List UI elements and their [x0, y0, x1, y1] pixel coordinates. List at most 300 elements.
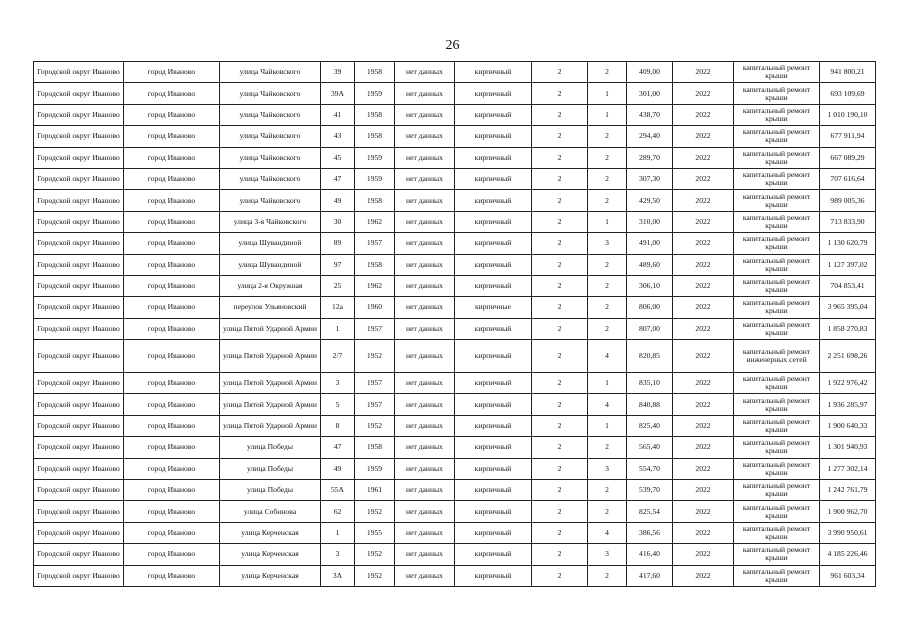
area-cell: 820,85 [627, 340, 673, 373]
demolition-year-cell: нет данных [395, 211, 455, 232]
table-row [34, 458, 876, 479]
construction-year-cell: 1959 [355, 147, 395, 168]
work-type-cell: капитальный ремонт крыши [734, 83, 820, 104]
repair-year-cell: 2022 [673, 275, 734, 296]
work-type-cell: капитальный ремонт крыши [734, 437, 820, 458]
street-cell: улица Пятой Ударной Армии [220, 340, 321, 373]
demolition-year-cell: нет данных [395, 297, 455, 318]
demolition-year-cell: нет данных [395, 62, 455, 83]
street-cell: улица 3-я Чайковского [220, 211, 321, 232]
area-cell: 307,30 [627, 168, 673, 189]
construction-year-cell: 1962 [355, 211, 395, 232]
okrug-cell: Городской округ Иваново [34, 480, 124, 501]
repair-year-cell: 2022 [673, 190, 734, 211]
wall-material-cell: кирпичный [455, 233, 532, 254]
okrug-cell: Городской округ Иваново [34, 126, 124, 147]
area-cell: 301,00 [627, 83, 673, 104]
house-number-cell: 62 [321, 501, 355, 522]
repair-year-cell: 2022 [673, 211, 734, 232]
floors-cell: 2 [532, 62, 588, 83]
street-cell: улица Победы [220, 480, 321, 501]
table-body [34, 62, 876, 587]
area-cell: 539,70 [627, 480, 673, 501]
floors-cell: 2 [532, 480, 588, 501]
table-row [34, 126, 876, 147]
cost-cell: 989 005,36 [820, 190, 876, 211]
entrances-cell: 2 [588, 254, 627, 275]
area-cell: 386,56 [627, 522, 673, 543]
entrances-cell: 3 [588, 544, 627, 565]
wall-material-cell: кирпичный [455, 437, 532, 458]
entrances-cell: 2 [588, 190, 627, 211]
city-cell: город Иваново [124, 501, 220, 522]
cost-cell: 704 853,41 [820, 275, 876, 296]
wall-material-cell: кирпичный [455, 190, 532, 211]
entrances-cell: 1 [588, 373, 627, 394]
cost-cell: 1 900 640,33 [820, 415, 876, 436]
street-cell: улица Победы [220, 458, 321, 479]
repair-year-cell: 2022 [673, 480, 734, 501]
work-type-cell: капитальный ремонт крыши [734, 126, 820, 147]
area-cell: 835,10 [627, 373, 673, 394]
construction-year-cell: 1952 [355, 544, 395, 565]
street-cell: улица Чайковского [220, 62, 321, 83]
wall-material-cell: кирпичный [455, 104, 532, 125]
okrug-cell: Городской округ Иваново [34, 373, 124, 394]
work-type-cell: капитальный ремонт крыши [734, 373, 820, 394]
repair-year-cell: 2022 [673, 126, 734, 147]
street-cell: улица Чайковского [220, 126, 321, 147]
cost-cell: 1 277 302,14 [820, 458, 876, 479]
okrug-cell: Городской округ Иваново [34, 211, 124, 232]
wall-material-cell: кирпичный [455, 394, 532, 415]
city-cell: город Иваново [124, 458, 220, 479]
construction-year-cell: 1959 [355, 458, 395, 479]
floors-cell: 2 [532, 254, 588, 275]
work-type-cell: капитальный ремонт крыши [734, 211, 820, 232]
repair-year-cell: 2022 [673, 62, 734, 83]
table-row [34, 233, 876, 254]
okrug-cell: Городской округ Иваново [34, 147, 124, 168]
table-row [34, 437, 876, 458]
house-number-cell: 41 [321, 104, 355, 125]
repair-year-cell: 2022 [673, 373, 734, 394]
okrug-cell: Городской округ Иваново [34, 437, 124, 458]
work-type-cell: капитальный ремонт крыши [734, 190, 820, 211]
street-cell: улица Чайковского [220, 190, 321, 211]
okrug-cell: Городской округ Иваново [34, 104, 124, 125]
repair-year-cell: 2022 [673, 104, 734, 125]
repair-year-cell: 2022 [673, 458, 734, 479]
street-cell: улица Шувандиной [220, 233, 321, 254]
floors-cell: 2 [532, 83, 588, 104]
okrug-cell: Городской округ Иваново [34, 565, 124, 586]
cost-cell: 1 242 761,79 [820, 480, 876, 501]
area-cell: 294,40 [627, 126, 673, 147]
work-type-cell: капитальный ремонт крыши [734, 233, 820, 254]
house-number-cell: 89 [321, 233, 355, 254]
floors-cell: 2 [532, 318, 588, 339]
repair-year-cell: 2022 [673, 565, 734, 586]
street-cell: улица Пятой Ударной Армии [220, 318, 321, 339]
work-type-cell: капитальный ремонт крыши [734, 275, 820, 296]
floors-cell: 2 [532, 126, 588, 147]
entrances-cell: 4 [588, 340, 627, 373]
repair-year-cell: 2022 [673, 233, 734, 254]
wall-material-cell: кирпичный [455, 83, 532, 104]
okrug-cell: Городской округ Иваново [34, 522, 124, 543]
city-cell: город Иваново [124, 318, 220, 339]
floors-cell: 2 [532, 437, 588, 458]
cost-cell: 707 616,64 [820, 168, 876, 189]
cost-cell: 677 911,94 [820, 126, 876, 147]
construction-year-cell: 1958 [355, 254, 395, 275]
repair-year-cell: 2022 [673, 254, 734, 275]
construction-year-cell: 1957 [355, 373, 395, 394]
house-number-cell: 39 [321, 62, 355, 83]
repair-year-cell: 2022 [673, 83, 734, 104]
table-row [34, 104, 876, 125]
city-cell: город Иваново [124, 147, 220, 168]
demolition-year-cell: нет данных [395, 83, 455, 104]
repair-year-cell: 2022 [673, 544, 734, 565]
work-type-cell: капитальный ремонт крыши [734, 544, 820, 565]
construction-year-cell: 1957 [355, 318, 395, 339]
demolition-year-cell: нет данных [395, 147, 455, 168]
entrances-cell: 2 [588, 501, 627, 522]
area-cell: 429,50 [627, 190, 673, 211]
demolition-year-cell: нет данных [395, 565, 455, 586]
street-cell: улица 2-я Окружная [220, 275, 321, 296]
table-row [34, 190, 876, 211]
okrug-cell: Городской округ Иваново [34, 83, 124, 104]
house-number-cell: 97 [321, 254, 355, 275]
housing-repair-table [33, 61, 876, 587]
okrug-cell: Городской округ Иваново [34, 340, 124, 373]
street-cell: улица Керченская [220, 565, 321, 586]
area-cell: 306,10 [627, 275, 673, 296]
demolition-year-cell: нет данных [395, 501, 455, 522]
area-cell: 416,40 [627, 544, 673, 565]
table-row [34, 211, 876, 232]
cost-cell: 1 900 962,70 [820, 501, 876, 522]
cost-cell: 3 990 950,61 [820, 522, 876, 543]
house-number-cell: 3 [321, 544, 355, 565]
area-cell: 807,00 [627, 318, 673, 339]
city-cell: город Иваново [124, 275, 220, 296]
construction-year-cell: 1952 [355, 340, 395, 373]
work-type-cell: капитальный ремонт крыши [734, 318, 820, 339]
construction-year-cell: 1960 [355, 297, 395, 318]
construction-year-cell: 1961 [355, 480, 395, 501]
city-cell: город Иваново [124, 394, 220, 415]
table-row [34, 480, 876, 501]
floors-cell: 2 [532, 275, 588, 296]
construction-year-cell: 1952 [355, 565, 395, 586]
wall-material-cell: кирпичный [455, 254, 532, 275]
house-number-cell: 25 [321, 275, 355, 296]
demolition-year-cell: нет данных [395, 437, 455, 458]
entrances-cell: 4 [588, 522, 627, 543]
area-cell: 310,00 [627, 211, 673, 232]
floors-cell: 2 [532, 190, 588, 211]
wall-material-cell: кирпичный [455, 147, 532, 168]
work-type-cell: капитальный ремонт крыши [734, 254, 820, 275]
entrances-cell: 2 [588, 480, 627, 501]
construction-year-cell: 1957 [355, 233, 395, 254]
street-cell: улица Чайковского [220, 168, 321, 189]
cost-cell: 713 833,90 [820, 211, 876, 232]
demolition-year-cell: нет данных [395, 480, 455, 501]
table-row [34, 501, 876, 522]
cost-cell: 1 127 397,02 [820, 254, 876, 275]
city-cell: город Иваново [124, 104, 220, 125]
repair-year-cell: 2022 [673, 318, 734, 339]
wall-material-cell: кирпичный [455, 62, 532, 83]
entrances-cell: 1 [588, 211, 627, 232]
work-type-cell: капитальный ремонт крыши [734, 458, 820, 479]
area-cell: 491,00 [627, 233, 673, 254]
demolition-year-cell: нет данных [395, 458, 455, 479]
house-number-cell: 39А [321, 83, 355, 104]
work-type-cell: капитальный ремонт крыши [734, 394, 820, 415]
city-cell: город Иваново [124, 373, 220, 394]
construction-year-cell: 1957 [355, 394, 395, 415]
repair-year-cell: 2022 [673, 394, 734, 415]
floors-cell: 2 [532, 211, 588, 232]
wall-material-cell: кирпичные [455, 297, 532, 318]
cost-cell: 1 301 940,93 [820, 437, 876, 458]
work-type-cell: капитальный ремонт инженерных сетей [734, 340, 820, 373]
house-number-cell: 2/7 [321, 340, 355, 373]
repair-year-cell: 2022 [673, 501, 734, 522]
okrug-cell: Городской округ Иваново [34, 501, 124, 522]
entrances-cell: 2 [588, 168, 627, 189]
okrug-cell: Городской округ Иваново [34, 254, 124, 275]
table-row [34, 522, 876, 543]
cost-cell: 2 251 698,26 [820, 340, 876, 373]
construction-year-cell: 1958 [355, 437, 395, 458]
table-row [34, 340, 876, 373]
city-cell: город Иваново [124, 233, 220, 254]
repair-year-cell: 2022 [673, 297, 734, 318]
street-cell: улица Чайковского [220, 83, 321, 104]
demolition-year-cell: нет данных [395, 275, 455, 296]
wall-material-cell: кирпичный [455, 275, 532, 296]
entrances-cell: 2 [588, 126, 627, 147]
cost-cell: 1 922 976,42 [820, 373, 876, 394]
cost-cell: 4 185 226,46 [820, 544, 876, 565]
house-number-cell: 45 [321, 147, 355, 168]
entrances-cell: 3 [588, 458, 627, 479]
city-cell: город Иваново [124, 544, 220, 565]
wall-material-cell: кирпичный [455, 544, 532, 565]
demolition-year-cell: нет данных [395, 340, 455, 373]
street-cell: улица Пятой Ударной Армии [220, 394, 321, 415]
floors-cell: 2 [532, 233, 588, 254]
house-number-cell: 1 [321, 318, 355, 339]
repair-year-cell: 2022 [673, 147, 734, 168]
okrug-cell: Городской округ Иваново [34, 62, 124, 83]
okrug-cell: Городской округ Иваново [34, 544, 124, 565]
area-cell: 554,70 [627, 458, 673, 479]
okrug-cell: Городской округ Иваново [34, 168, 124, 189]
area-cell: 438,70 [627, 104, 673, 125]
city-cell: город Иваново [124, 254, 220, 275]
work-type-cell: капитальный ремонт крыши [734, 62, 820, 83]
wall-material-cell: кирпичный [455, 211, 532, 232]
entrances-cell: 2 [588, 437, 627, 458]
demolition-year-cell: нет данных [395, 254, 455, 275]
entrances-cell: 2 [588, 318, 627, 339]
cost-cell: 667 089,29 [820, 147, 876, 168]
wall-material-cell: кирпичный [455, 522, 532, 543]
floors-cell: 2 [532, 104, 588, 125]
wall-material-cell: кирпичный [455, 415, 532, 436]
demolition-year-cell: нет данных [395, 318, 455, 339]
demolition-year-cell: нет данных [395, 233, 455, 254]
floors-cell: 2 [532, 415, 588, 436]
demolition-year-cell: нет данных [395, 168, 455, 189]
floors-cell: 2 [532, 458, 588, 479]
entrances-cell: 4 [588, 394, 627, 415]
work-type-cell: капитальный ремонт крыши [734, 297, 820, 318]
entrances-cell: 2 [588, 297, 627, 318]
street-cell: улица Чайковского [220, 104, 321, 125]
table-row [34, 373, 876, 394]
area-cell: 840,88 [627, 394, 673, 415]
city-cell: город Иваново [124, 297, 220, 318]
construction-year-cell: 1958 [355, 126, 395, 147]
city-cell: город Иваново [124, 437, 220, 458]
okrug-cell: Городской округ Иваново [34, 394, 124, 415]
work-type-cell: капитальный ремонт крыши [734, 104, 820, 125]
area-cell: 289,70 [627, 147, 673, 168]
construction-year-cell: 1959 [355, 168, 395, 189]
street-cell: переулок Ульяновский [220, 297, 321, 318]
work-type-cell: капитальный ремонт крыши [734, 522, 820, 543]
floors-cell: 2 [532, 168, 588, 189]
entrances-cell: 2 [588, 565, 627, 586]
area-cell: 409,00 [627, 62, 673, 83]
demolition-year-cell: нет данных [395, 522, 455, 543]
house-number-cell: 55А [321, 480, 355, 501]
demolition-year-cell: нет данных [395, 190, 455, 211]
table-row [34, 415, 876, 436]
wall-material-cell: кирпичный [455, 565, 532, 586]
demolition-year-cell: нет данных [395, 373, 455, 394]
work-type-cell: капитальный ремонт крыши [734, 168, 820, 189]
city-cell: город Иваново [124, 168, 220, 189]
wall-material-cell: кирпичный [455, 373, 532, 394]
floors-cell: 2 [532, 544, 588, 565]
city-cell: город Иваново [124, 340, 220, 373]
area-cell: 489,60 [627, 254, 673, 275]
floors-cell: 2 [532, 394, 588, 415]
wall-material-cell: кирпичный [455, 126, 532, 147]
repair-year-cell: 2022 [673, 437, 734, 458]
cost-cell: 1 858 270,83 [820, 318, 876, 339]
work-type-cell: капитальный ремонт крыши [734, 501, 820, 522]
floors-cell: 2 [532, 501, 588, 522]
repair-year-cell: 2022 [673, 415, 734, 436]
city-cell: город Иваново [124, 62, 220, 83]
wall-material-cell: кирпичный [455, 318, 532, 339]
city-cell: город Иваново [124, 126, 220, 147]
cost-cell: 1 936 285,97 [820, 394, 876, 415]
okrug-cell: Городской округ Иваново [34, 233, 124, 254]
city-cell: город Иваново [124, 83, 220, 104]
wall-material-cell: кирпичный [455, 340, 532, 373]
entrances-cell: 1 [588, 83, 627, 104]
cost-cell: 941 800,21 [820, 62, 876, 83]
table-row [34, 147, 876, 168]
city-cell: город Иваново [124, 565, 220, 586]
table-row [34, 318, 876, 339]
house-number-cell: 49 [321, 458, 355, 479]
table-row [34, 565, 876, 586]
table-row [34, 254, 876, 275]
demolition-year-cell: нет данных [395, 394, 455, 415]
area-cell: 806,00 [627, 297, 673, 318]
floors-cell: 2 [532, 522, 588, 543]
house-number-cell: 1 [321, 522, 355, 543]
street-cell: улица Чайковского [220, 147, 321, 168]
table-row [34, 168, 876, 189]
table-row [34, 83, 876, 104]
wall-material-cell: кирпичный [455, 458, 532, 479]
entrances-cell: 1 [588, 104, 627, 125]
city-cell: город Иваново [124, 190, 220, 211]
demolition-year-cell: нет данных [395, 544, 455, 565]
entrances-cell: 2 [588, 62, 627, 83]
work-type-cell: капитальный ремонт крыши [734, 480, 820, 501]
house-number-cell: 49 [321, 190, 355, 211]
city-cell: город Иваново [124, 480, 220, 501]
work-type-cell: капитальный ремонт крыши [734, 415, 820, 436]
construction-year-cell: 1958 [355, 190, 395, 211]
floors-cell: 2 [532, 340, 588, 373]
floors-cell: 2 [532, 373, 588, 394]
demolition-year-cell: нет данных [395, 104, 455, 125]
construction-year-cell: 1958 [355, 104, 395, 125]
cost-cell: 3 965 395,04 [820, 297, 876, 318]
table-row [34, 394, 876, 415]
construction-year-cell: 1952 [355, 501, 395, 522]
construction-year-cell: 1959 [355, 83, 395, 104]
table-row [34, 297, 876, 318]
construction-year-cell: 1955 [355, 522, 395, 543]
house-number-cell: 47 [321, 437, 355, 458]
street-cell: улица Пятой Ударной Армии [220, 373, 321, 394]
wall-material-cell: кирпичный [455, 501, 532, 522]
area-cell: 565,40 [627, 437, 673, 458]
demolition-year-cell: нет данных [395, 415, 455, 436]
house-number-cell: 30 [321, 211, 355, 232]
floors-cell: 2 [532, 565, 588, 586]
city-cell: город Иваново [124, 211, 220, 232]
house-number-cell: 47 [321, 168, 355, 189]
cost-cell: 961 603,34 [820, 565, 876, 586]
house-number-cell: 43 [321, 126, 355, 147]
house-number-cell: 3 [321, 373, 355, 394]
okrug-cell: Городской округ Иваново [34, 415, 124, 436]
construction-year-cell: 1962 [355, 275, 395, 296]
work-type-cell: капитальный ремонт крыши [734, 147, 820, 168]
repair-year-cell: 2022 [673, 522, 734, 543]
wall-material-cell: кирпичный [455, 168, 532, 189]
construction-year-cell: 1958 [355, 62, 395, 83]
